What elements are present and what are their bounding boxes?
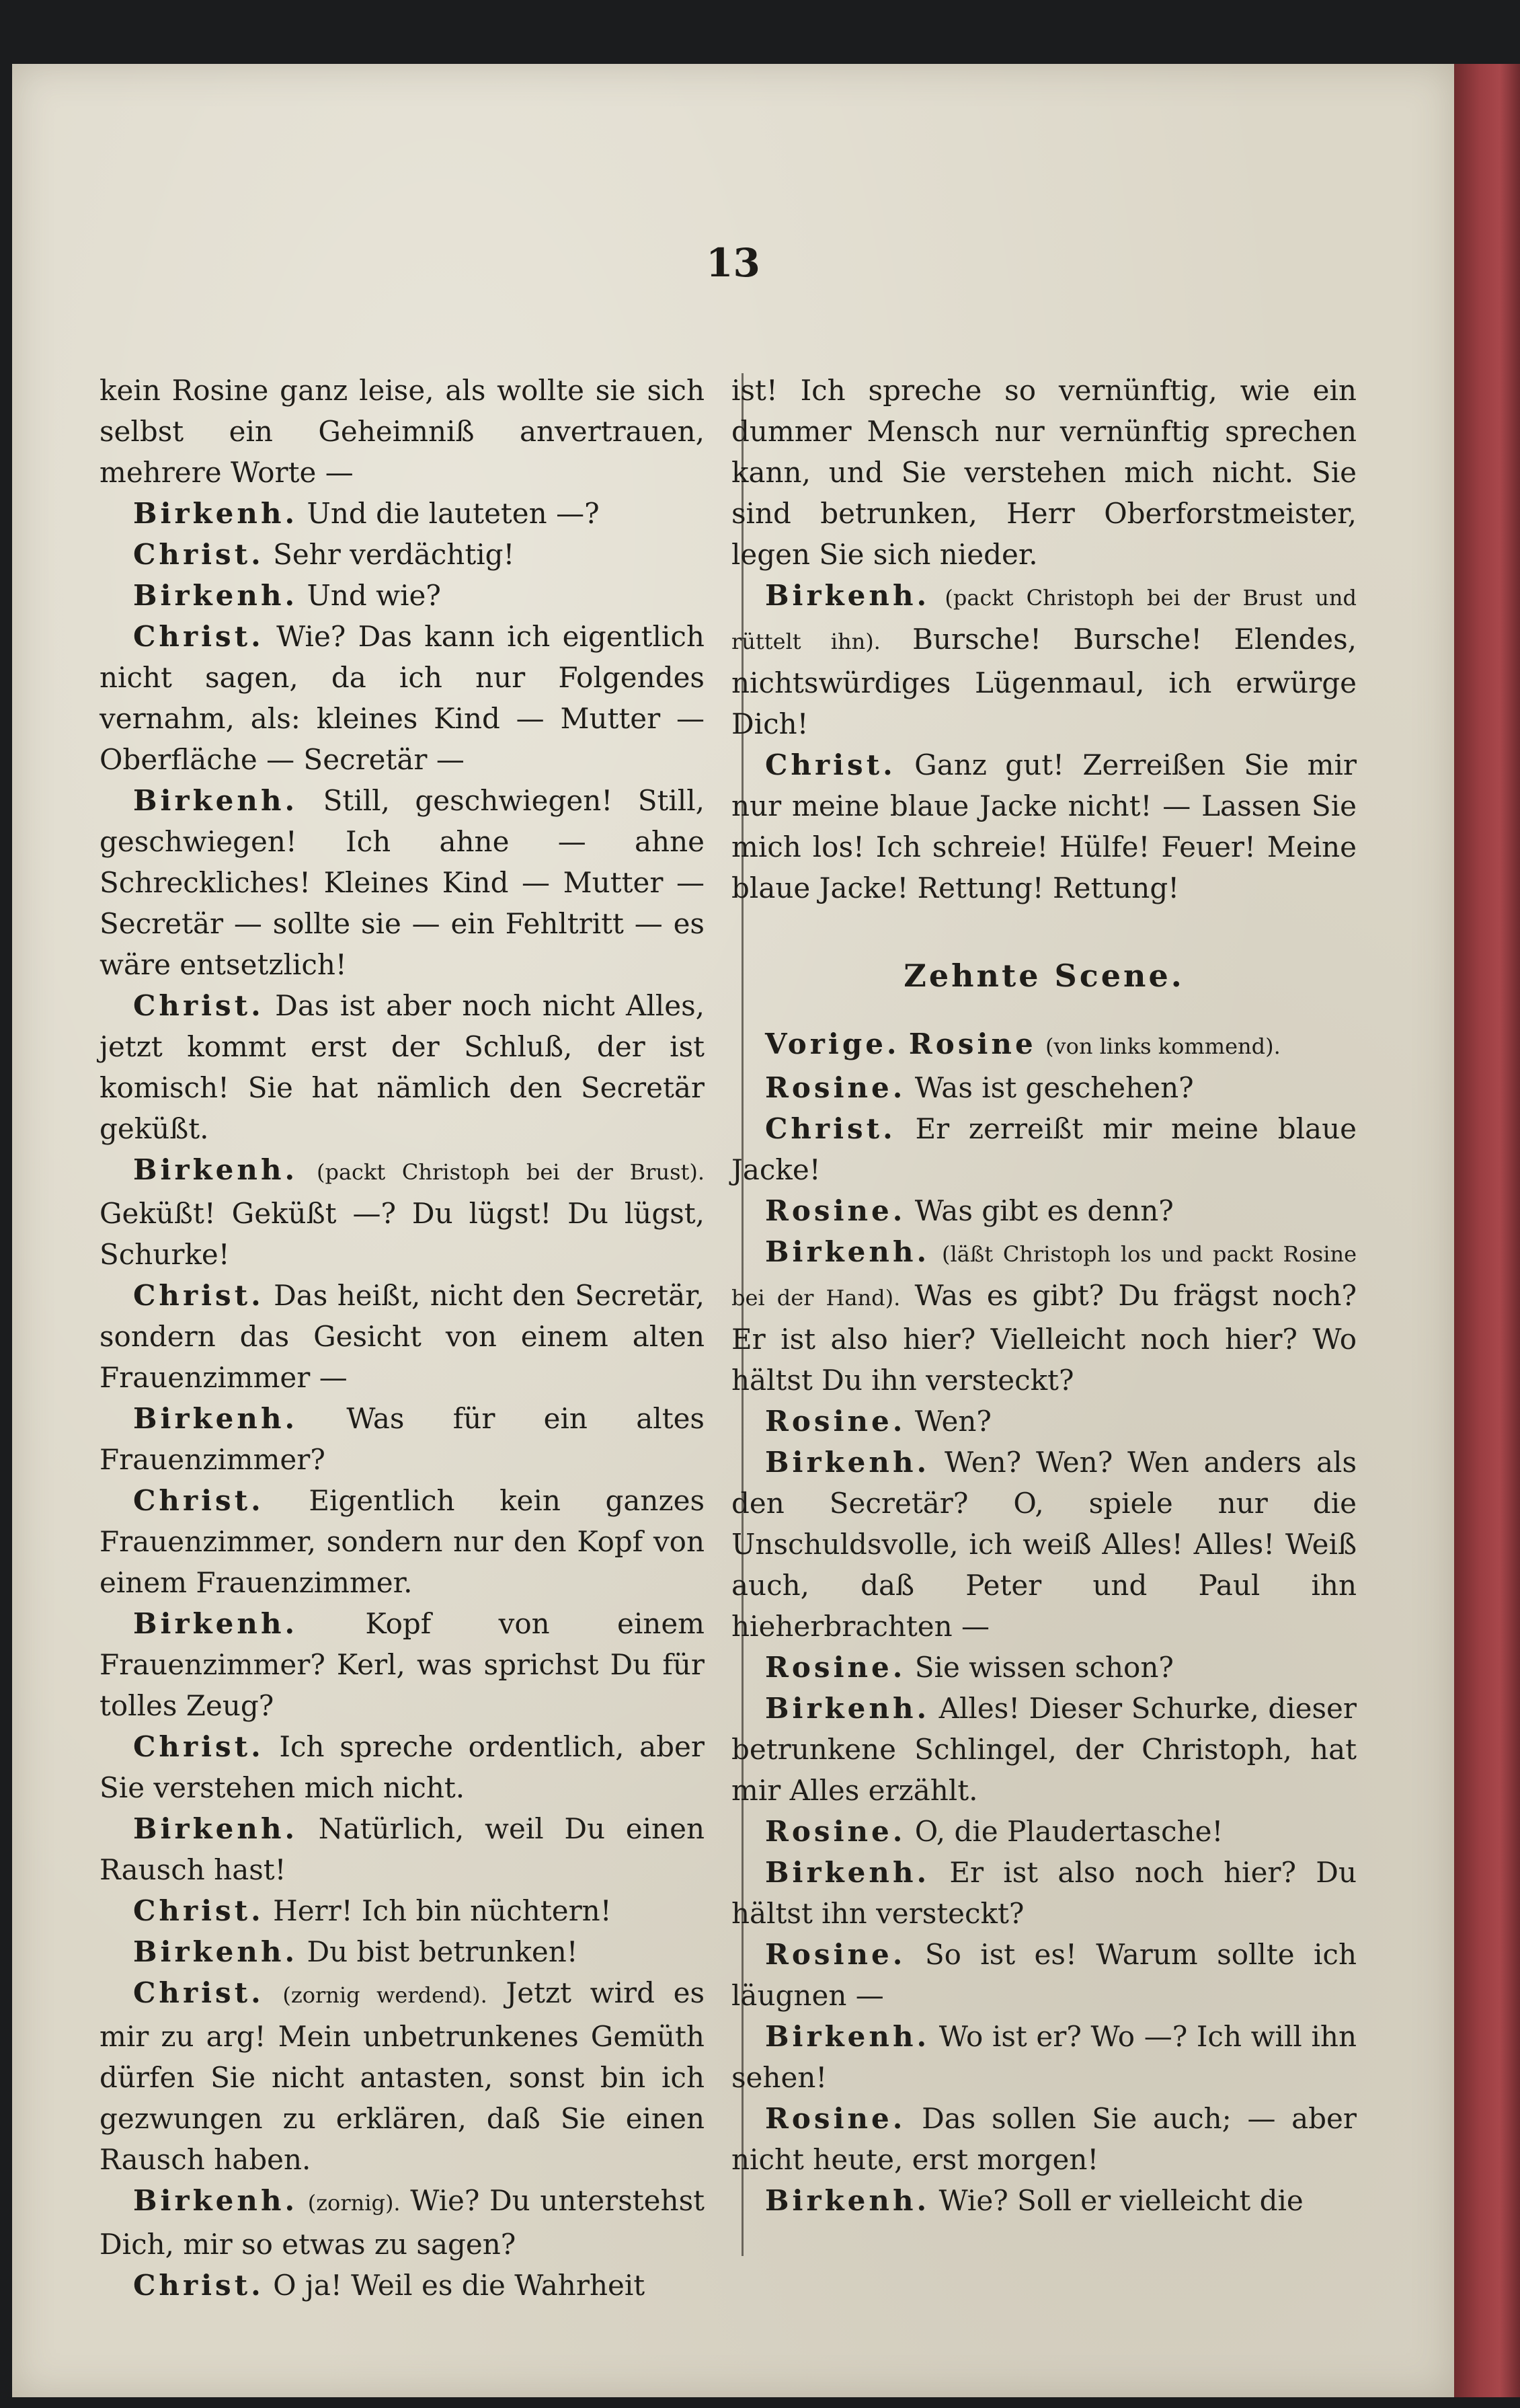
- speaker-name: Rosine.: [765, 1815, 906, 1848]
- speaker-name: Rosine.: [765, 1194, 906, 1227]
- dialogue-paragraph: [99, 616, 705, 780]
- dialogue-paragraph: [731, 1811, 1357, 1852]
- dialogue-text: Sie wissen schon?: [914, 1651, 1174, 1684]
- scene-title: Zehnte Scene.: [904, 958, 1185, 994]
- dialogue-paragraph: [99, 1890, 705, 1931]
- dialogue-text: Wo ist er? Wo —? Ich will ihn sehen!: [731, 2020, 1357, 2094]
- dialogue-text: Wen?: [914, 1405, 992, 1438]
- speaker-name: Rosine.: [765, 1071, 906, 1104]
- speaker-name: Birkenh.: [133, 1935, 298, 1968]
- speaker-name: Christ.: [133, 620, 264, 653]
- speaker-name: Christ.: [133, 1484, 264, 1517]
- dialogue-paragraph: [99, 985, 705, 1149]
- dialogue-text: Ganz gut! Zerreißen Sie mir nur meine blaue Jacke nicht! — Lassen Sie mich los! Ich schreie! Hülfe! Feuer! Meine blaue Jacke! Rettung! Rettung!: [731, 748, 1357, 904]
- dialogue-text: Alles! Dieser Schurke, dieser betrunkene Schlingel, der Christoph, hat mir Alles erzählt.: [731, 1692, 1357, 1807]
- dialogue-paragraph: [99, 1398, 705, 1480]
- speaker-name: Christ.: [133, 1894, 264, 1927]
- speaker-name: Birkenh.: [133, 1153, 298, 1186]
- dialogue-paragraph: [731, 1852, 1357, 1934]
- dialogue-paragraph: [99, 1275, 705, 1398]
- speaker-name: Birkenh.: [133, 784, 298, 817]
- speaker-name: Christ.: [765, 1112, 896, 1145]
- dialogue-text: Was für ein altes Frauenzimmer?: [99, 1402, 705, 1476]
- speaker-name: Christ.: [133, 1976, 264, 2009]
- dialogue-paragraph: [99, 2180, 705, 2265]
- speaker-name: Christ.: [133, 1279, 264, 1312]
- speaker-name: Rosine.: [765, 1405, 906, 1438]
- book-edge: [1453, 64, 1520, 2397]
- speaker-name: Christ.: [765, 748, 896, 781]
- dialogue-text: Still, geschwiegen! Still, geschwiegen! Ich ahne — ahne Schreckliches! Kleines Kind — Mutter — Secretär — sollte sie — ein Fehltritt — es wäre entsetzlich!: [99, 784, 705, 981]
- dialogue-text: O ja! Weil es die Wahrheit: [273, 2269, 645, 2302]
- dialogue-paragraph: [731, 1401, 1357, 1442]
- speaker-name: Christ.: [133, 538, 264, 571]
- right-column: [731, 370, 1357, 2253]
- dialogue-text: Wen? Wen? Wen anders als den Secretär? O, spiele nur die Unschuldsvolle, ich weiß Alles! Alles! Weiß auch, daß Peter und Paul ihn hieherbrachten —: [731, 1446, 1357, 1643]
- speaker-name: Birkenh.: [133, 1402, 298, 1435]
- speaker-name: Rosine: [908, 1027, 1037, 1060]
- speaker-name: Rosine.: [765, 2102, 906, 2135]
- dialogue-text: Herr! Ich bin nüchtern!: [273, 1894, 612, 1927]
- dialogue-paragraph: [99, 493, 705, 534]
- stage-direction: (zornig).: [307, 2190, 401, 2216]
- dialogue-paragraph: [731, 370, 1357, 575]
- dialogue-paragraph: [731, 1023, 1357, 1067]
- stage-direction: (läßt Christoph los und packt Rosine bei der Hand).: [731, 1241, 1357, 1311]
- dialogue-text: Eigentlich kein ganzes Frauenzimmer, sondern nur den Kopf von einem Frauenzimmer.: [99, 1484, 705, 1599]
- dialogue-paragraph: [99, 1726, 705, 1808]
- dialogue-text: Wie? Du unterstehst Dich, mir so etwas zu sagen?: [99, 2184, 705, 2261]
- dialogue-text: Das heißt, nicht den Secretär, sondern das Gesicht von einem alten Frauenzimmer —: [99, 1279, 705, 1394]
- dialogue-text: Wie? Das kann ich eigentlich nicht sagen, da ich nur Folgendes vernahm, als: kleines Kind — Mutter — Oberfläche — Secretär —: [99, 620, 705, 776]
- dialogue-paragraph: [731, 1647, 1357, 1688]
- dialogue-text: Er ist also noch hier? Du hältst ihn versteckt?: [731, 1856, 1357, 1930]
- left-column: [99, 370, 705, 2302]
- dialogue-text: Was es gibt? Du frägst noch? Er ist also hier? Vielleicht noch hier? Wo hältst Du ihn versteckt?: [731, 1279, 1357, 1397]
- speaker-name: Birkenh.: [765, 2020, 930, 2053]
- dialogue-text: Bursche! Bursche! Elendes, nichtswürdiges Lügenmaul, ich erwürge Dich!: [731, 623, 1357, 740]
- stage-direction: (packt Christoph bei der Brust und rüttelt ihn).: [731, 585, 1357, 654]
- dialogue-paragraph: [99, 780, 705, 985]
- dialogue-paragraph: [99, 575, 705, 616]
- book-page: [12, 64, 1454, 2397]
- dialogue-text: Geküßt! Geküßt —? Du lügst! Du lügst, Schurke!: [99, 1197, 705, 1271]
- dialogue-paragraph: [731, 2180, 1357, 2221]
- right-column-top: [731, 370, 1357, 908]
- speaker-name: Birkenh.: [765, 579, 930, 612]
- stage-direction: (von links kommend).: [1045, 1034, 1281, 1059]
- stage-direction: (packt Christoph bei der Brust).: [317, 1159, 705, 1185]
- speaker-name: Birkenh.: [133, 2184, 298, 2217]
- dialogue-text: Und die lauteten —?: [307, 497, 600, 530]
- dialogue-text: Ich spreche ordentlich, aber Sie verstehen mich nicht.: [99, 1730, 705, 1804]
- dialogue-text: kein Rosine ganz leise, als wollte sie sich selbst ein Geheimniß anvertrauen, mehrere Worte —: [99, 374, 705, 489]
- dialogue-paragraph: [99, 2265, 705, 2306]
- speaker-name: Birkenh.: [133, 497, 298, 530]
- dialogue-text: Kopf von einem Frauenzimmer? Kerl, was sprichst Du für tolles Zeug?: [99, 1607, 705, 1722]
- dialogue-paragraph: [731, 1442, 1357, 1647]
- speaker-name: Vorige.: [765, 1027, 900, 1060]
- dialogue-paragraph: [99, 534, 705, 575]
- dialogue-paragraph: [99, 1972, 705, 2180]
- dialogue-paragraph: [731, 1934, 1357, 2016]
- speaker-name: Birkenh.: [765, 1446, 930, 1479]
- speaker-name: Christ.: [133, 2269, 264, 2302]
- dialogue-paragraph: [99, 1149, 705, 1275]
- dialogue-paragraph: [731, 1190, 1357, 1231]
- dialogue-paragraph: [731, 1688, 1357, 1811]
- dialogue-text: Was gibt es denn?: [914, 1194, 1174, 1227]
- dialogue-paragraph: [731, 1067, 1357, 1108]
- speaker-name: Birkenh.: [765, 2184, 930, 2217]
- dialogue-text: Sehr verdächtig!: [273, 538, 515, 571]
- dialogue-text: Was ist geschehen?: [914, 1071, 1194, 1104]
- dialogue-paragraph: [99, 1603, 705, 1726]
- dialogue-text: Jetzt wird es mir zu arg! Mein unbetrunkenes Gemüth dürfen Sie nicht antasten, sonst bin ich gezwungen zu erklären, daß Sie einen Rausch haben.: [99, 1976, 705, 2176]
- dialogue-paragraph: [99, 1931, 705, 1972]
- dialogue-text: Du bist betrunken!: [307, 1935, 578, 1968]
- speaker-name: Birkenh.: [765, 1856, 930, 1889]
- dialogue-text: ist! Ich spreche so vernünftig, wie ein dummer Mensch nur vernünftig sprechen kann, und Sie verstehen mich nicht. Sie sind betrunken, Herr Oberforstmeister, legen Sie sich nieder.: [731, 374, 1357, 571]
- dialogue-paragraph: [731, 2016, 1357, 2098]
- speaker-name: Rosine.: [765, 1938, 906, 1971]
- dialogue-paragraph: [731, 575, 1357, 744]
- speaker-name: Birkenh.: [765, 1235, 930, 1268]
- dialogue-paragraph: [99, 1480, 705, 1603]
- speaker-name: Christ.: [133, 989, 264, 1022]
- dialogue-text: Natürlich, weil Du einen Rausch hast!: [99, 1812, 705, 1886]
- dialogue-text: Das ist aber noch nicht Alles, jetzt kommt erst der Schluß, der ist komisch! Sie hat nämlich den Secretär geküßt.: [99, 989, 705, 1145]
- dialogue-paragraph: [731, 744, 1357, 908]
- dialogue-text: O, die Plaudertasche!: [914, 1815, 1224, 1848]
- dialogue-text: Wie? Soll er vielleicht die: [938, 2184, 1304, 2217]
- right-column-bottom: [731, 1023, 1357, 2221]
- dialogue-text: Das sollen Sie auch; — aber nicht heute, erst morgen!: [731, 2102, 1357, 2176]
- dialogue-text: So ist es! Warum sollte ich läugnen —: [731, 1938, 1357, 2012]
- speaker-name: Rosine.: [765, 1651, 906, 1684]
- speaker-name: Birkenh.: [133, 579, 298, 612]
- speaker-name: Christ.: [133, 1730, 264, 1763]
- speaker-name: Birkenh.: [133, 1812, 298, 1845]
- dialogue-paragraph: [99, 370, 705, 493]
- dialogue-paragraph: [731, 1231, 1357, 1401]
- speaker-name: Birkenh.: [765, 1692, 930, 1725]
- dialogue-paragraph: [731, 1108, 1357, 1190]
- dialogue-paragraph: [731, 2098, 1357, 2180]
- dialogue-text: Und wie?: [307, 579, 441, 612]
- page-number: 13: [706, 240, 760, 286]
- speaker-name: Birkenh.: [133, 1607, 298, 1640]
- stage-direction: (zornig werdend).: [282, 1982, 487, 2008]
- dialogue-text: Er zerreißt mir meine blaue Jacke!: [731, 1112, 1357, 1186]
- dialogue-paragraph: [99, 1808, 705, 1890]
